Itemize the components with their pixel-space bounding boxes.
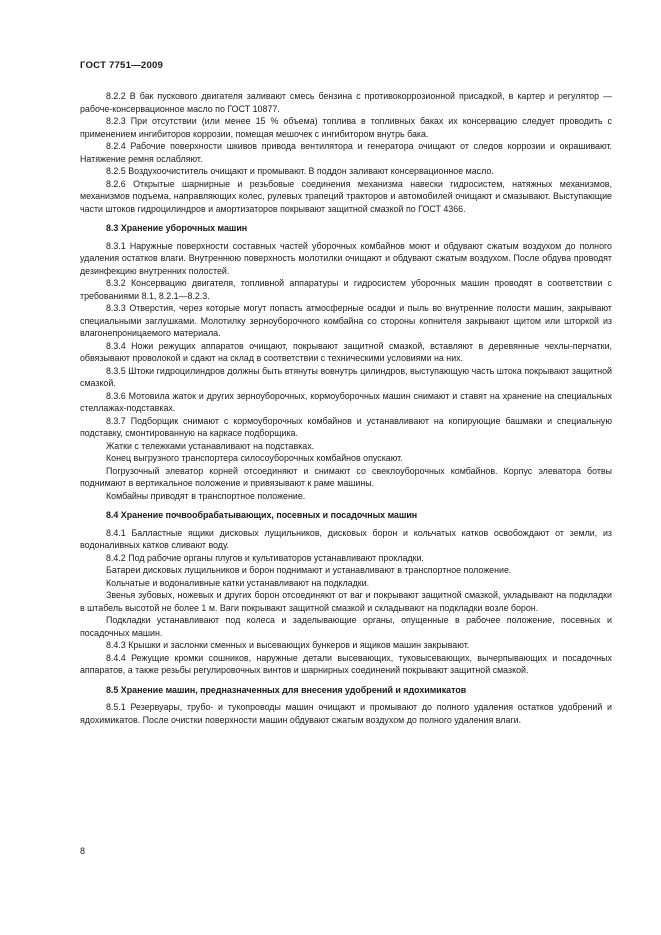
paragraph: 8.2.4 Рабочие поверхности шкивов привода вентилятора и генератора очищают от следов коррозии и окрашивают. Натяжение ремня ослабляют. — [80, 141, 612, 164]
paragraph: 8.2.3 При отсутствии (или менее 15 % объема) топлива в топливных баках их консервацию следует проводить с применением ингибиторов коррозии, помещая мешочек с ингибитором внутрь бака. — [80, 116, 612, 139]
paragraph: Подкладки устанавливают под колеса и заделывающие органы, опущенные в рабочее положение, посевных и посадочных машин. — [80, 615, 612, 638]
paragraph: 8.3.3 Отверстия, через которые могут попасть атмосферные осадки и пыль во внутренние полости машин, закрывают специальными заглушками. Молотилку зерноуборочного комбайна со стороны копнителя закрывают щитом или шторкой из влагонепроницаемого материала. — [80, 303, 612, 338]
paragraph: 8.5.1 Резервуары, трубо- и тукопроводы машин очищают и промывают до полного удаления остатков удобрений и ядохимикатов. После очистки поверхности машин обдувают сжатым воздухом до полного удаления влаги. — [80, 702, 612, 725]
section-heading: 8.4 Хранение почвообрабатывающих, посевных и посадочных машин — [106, 510, 418, 520]
paragraph: Жатки с тележками устанавливают на подставках. — [106, 440, 315, 451]
paragraph: 8.3.4 Ножи режущих аппаратов очищают, покрывают защитной смазкой, вставляют в деревянные чехлы-перчатки, обвязывают проволокой и сдают на склад в соответствии с техническими условиями на них. — [80, 340, 612, 363]
standard-header: ГОСТ 7751—2009 — [80, 60, 164, 71]
paragraph: 8.3.1 Наружные поверхности составных частей уборочных комбайнов моют и обдувают сжатым воздухом до полного удаления остатков влаги. Внутреннюю поверхность молотилки очищают и обдувают сжатым воздухом. После обдува проводят дезинфекцию внутренних полостей. — [80, 240, 612, 276]
paragraph: 8.4.1 Балластные ящики дисковых лущильников, дисковых борон и кольчатых катков освобождают от земли, из водоналивных катков сливают воду. — [80, 527, 612, 550]
paragraph: 8.2.2 В бак пускового двигателя заливают смесь бензина с противокоррозионной присадкой, в картер и регулятор — рабоче-консервационное масло по ГОСТ 10877. — [80, 91, 612, 114]
paragraph: 8.2.6 Открытые шарнирные и резьбовые соединения механизма навески гидросистем, натяжных механизмов, механизмов подъема, направляющих колес, рулевых трапеций тракторов и автомобилей очищают и смазывают. Выступающие части штоков гидроцилиндров и амортизаторов покрывают защитной смазкой по ГОСТ 4366. — [80, 178, 612, 214]
document-body — [80, 90, 612, 726]
paragraph: Батареи дисковых лущильников и борон поднимают и устанавливают в транспортное положение. — [106, 565, 512, 575]
paragraph: 8.3.2 Консервацию двигателя, топливной аппаратуры и гидросистем уборочных машин проводят в соответствии с требованиями 8.1, 8.2.1—8.2.3. — [80, 278, 612, 301]
section-heading: 8.5 Хранение машин, предназначенных для внесения удобрений и ядохимикатов — [106, 684, 467, 695]
paragraph: Звенья зубовых, ножевых и других борон отсоединяют от ваг и покрывают защитной смазкой, укладывают на подкладки в штабель высотой не более 1 м. Ваги покрывают защитной смазкой и складывают на подкладки возле борон. — [80, 590, 612, 613]
paragraph: 8.3.6 Мотовила жаток и других зерноуборочных, кормоуборочных машин снимают и ставят на хранение на специальных стеллажах-подставках. — [80, 390, 612, 413]
paragraph: Кольчатые и водоналивные катки устанавливают на подкладки. — [106, 577, 370, 588]
paragraph: Погрузочный элеватор корней отсоединяют и снимают со свеклоуборочных комбайнов. Корпус элеватора ботвы поднимают в вертикальное положение и привязывают к раме машины. — [80, 465, 612, 488]
section-heading: 8.3 Хранение уборочных машин — [106, 223, 248, 233]
paragraph: 8.4.3 Крышки и заслонки сменных и высевающих бункеров и ящиков машин закрывают. — [106, 640, 470, 650]
paragraph: 8.3.7 Подборщик снимают с кормоуборочных комбайнов и устанавливают на копирующие башмаки и специальную подставку, смонтированную на каркасе подборщика. — [80, 415, 612, 438]
paragraph: 8.4.2 Под рабочие органы плугов и культиваторов устанавливают прокладки. — [106, 552, 424, 563]
paragraph: 8.4.4 Режущие кромки сошников, наружные детали высевающих, туковысевающих, вычерпывающих и посадочных аппаратов, а также резьбы регулировочных винтов и шарнирных соединений покрывают защитной смазкой. — [80, 652, 612, 675]
page-number: 8 — [80, 846, 86, 856]
paragraph: 8.2.5 Воздухоочиститель очищают и промывают. В поддон заливают консервационное масло. — [106, 166, 494, 176]
paragraph: Комбайны приводят в транспортное положение. — [106, 490, 306, 501]
paragraph: Конец выгрузного транспортера силосоуборочных комбайнов опускают. — [106, 453, 403, 463]
paragraph: 8.3.5 Штоки гидроцилиндров должны быть втянуты вовнутрь цилиндров, выступающую часть штока покрывают защитной смазкой. — [80, 365, 612, 388]
